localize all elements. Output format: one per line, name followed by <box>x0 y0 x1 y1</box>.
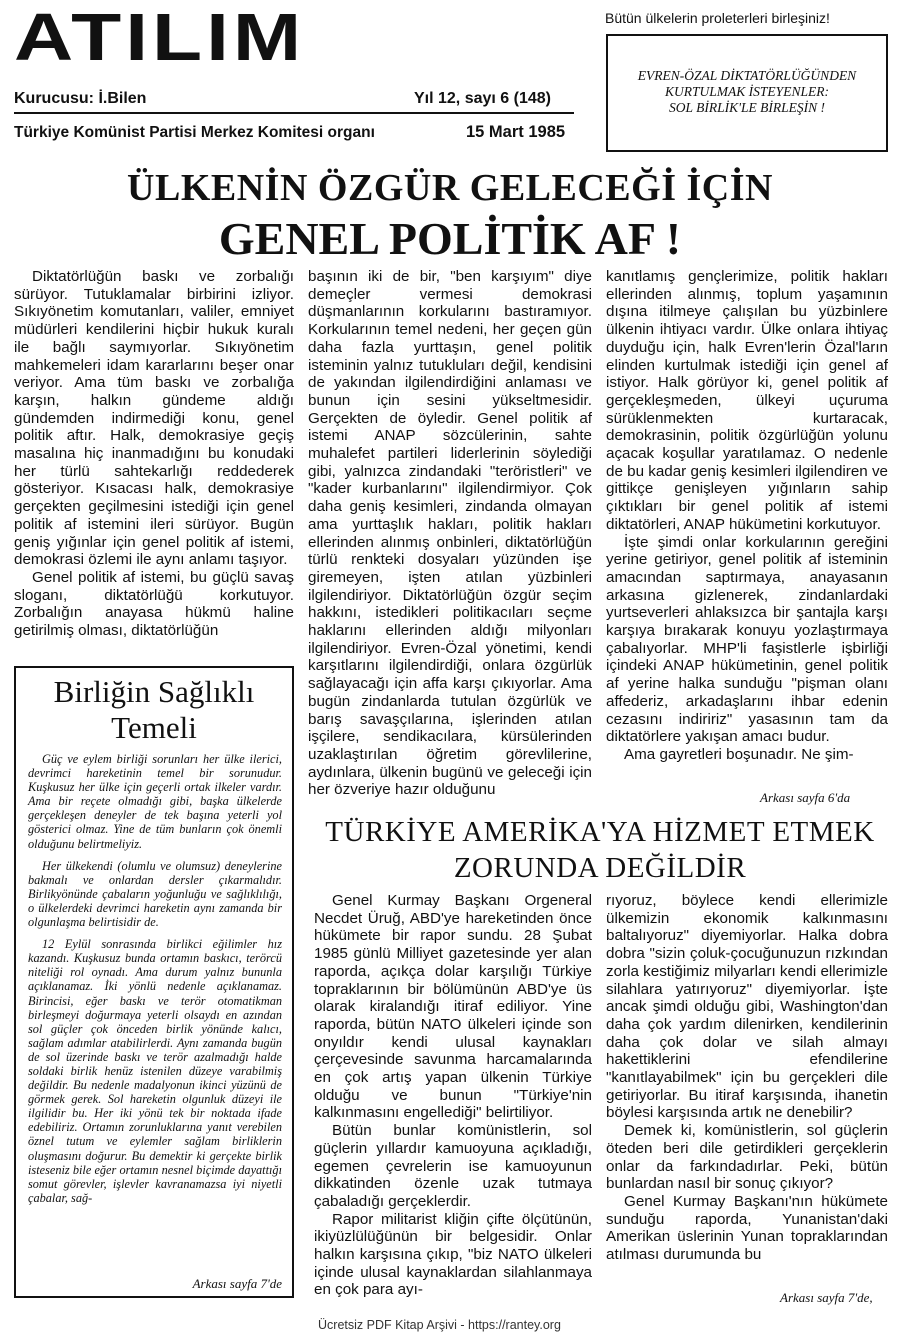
slogan-box-line: SOL BİRLİK'LE BİRLEŞİN ! <box>668 100 825 115</box>
newspaper-logo: ATILIM <box>14 0 306 75</box>
paragraph: rıyoruz, böylece kendi ellerimizle ülkemizin ekonomik kalkınmasını baltalıyoruz" diyemiyorlar. Halka dobra dobra "sizin çoluk-çocuğunuzun rızkından zorla kestiğimiz milyarları kendi ellerimizle silahlara yatırıyoruz" diyemiyorlar. İşte ancak şimdi olduğu gibi, Washington'dan daha çok yardım dilenirken, kendilerinin daha çok dolar ve silah almayı hakettiklerini efendilerine "kanıtlayabilmek" için bu gerçekleri dile getiriyorlar. Bu itiraf karşısında, ihanetin böylesi karşısında artık ne denebilir? <box>606 892 888 1122</box>
paragraph: başının iki de bir, "ben karşıyım" diye demeçler vermesi demokrasi düşmanlarının korkularını bastıramıyor. Korkularının temel nedeni, her geçen gün daha fazla yurttaşın, genel politik isteminin yalnız tutukluları değil, kendisini de yakından ilgilendirdiğini anlaması ve bunun için sesini yükseltmesidir. Gerçekten de öyledir. Genel politik af istemi ANAP sözcülerinin, sahte muhalefet partileri liderlerinin söylediği gibi, yalnızca zindandaki "teröristleri" ve "kader kurbanlarını" ilgilendirmiyor. Çok daha geniş kesimleri, zindanda olmayan ama yurttaşlık hakları, politik hakları ellerinden alınmış onbinleri, diktatörlüğün türlü renkteki dosyaları yüzünden işe giremeyen, işten atılan yüzbinleri ilgilendiriyor. Diktatörlüğün özgür seçim hakkını, istedikleri politikacıları seçme haklarını ellerinden aldığı milyonları ilgilendiriyor. Evren-Özal yönetimi, kendi karşıtlarını ilgilendirdiği, onlara özgürlük sağlayacağı için affa karşı çıkıyorlar. Ama bugün zindanlarda tutulan özgürlük ve barış savaşçılarına, işlerinden atılan işçilere, sendikacılara, kürsülerinden uzaklaştırılan öğretim görevlilerine, aydınlara, ülkenin bugünü ve geleceği için her özveriye hazır olduğunu <box>308 268 592 799</box>
slogan-box <box>606 34 888 152</box>
paragraph: 12 Eylül sonrasında birlikci eğilimler hız kazandı. Kuşkusuz bunda ortamın baskıcı, terörcü niteliği rol oynadı. Ama durum yalnız bununla açıklanamaz. İki yönlü nedenle açıklanamaz. Birincisi, eğer baskı ve terör otomatikman birleşmeyi doğurmaya yeterli olsaydı en azından sol güçler çok önceden birlik yönünde kalıcı, sağlam adımlar atabilirlerdi. Aynı zamanda bugün de sol üzerinde baskı ve terör azalmadığı halde soldaki birlik henüz istenilen düzeye varabilmiş değildir. Bu nedenle madalyonun ikinci yüzünü de görmek gerek. Sol hareketin olgunluk düzeyi ile ilgilidir bu. Her iki yönü tek bir noktada ifade edebiliriz. Ortamın zorunluklarına yanıt verebilen öznel tutum ve eylemler sağlam birliklerin oluşmasını doğurur. Bu demektir ki gerçekte birlik isteseniz bile eğer ortamın nesnel biçimde dayattığı somut görevler, işlevler kavranamazsa iyi niyetli çabalar, sağ- <box>28 937 282 1205</box>
paragraph: Her ülkekendi (olumlu ve olumsuz) deneylerine bakmalı ve onlardan dersler çıkarmalıdır. Birlikyönünde çabaların yoğunluğu ve sağlıklılığı, o ülkelerdeki devrimci hareketin aynı zamanda bir olgunlaşma belirtisidir de. <box>28 858 282 930</box>
main-article-col3 <box>606 268 888 764</box>
issue-date: 15 Mart 1985 <box>466 123 566 141</box>
paragraph: Genel Kurmay Başkanı'nın hükümete sunduğu raporda, Yunanistan'daki Amerikan üslerinin Yunan topraklarından atılması durumunda bu <box>606 1192 888 1264</box>
second-headline-line1: TÜRKİYE AMERİKA'YA HİZMET ETMEK <box>325 816 875 848</box>
paragraph: Demek ki, komünistlerin, sol güçlerin öteden beri dile getirdikleri gerçeklerin onlar da farkındadırlar. Peki, bütün bunlardan nasıl bir sonuç çıkıyor? <box>606 1122 888 1193</box>
slogan-box-line: KURTULMAK İSTEYENLER: <box>665 84 829 99</box>
second-article-col2 <box>606 892 888 1264</box>
sidebar-box <box>14 666 294 1298</box>
paragraph: Güç ve eylem birliği sorunları her ülke ilerici, devrimci hareketinin temel bir sorunudur. Kuşkusuz her ülke için geçerli ortak ilkeler vardır. Ama bir reçete olmadığı gibi, başka ülkelerde gerçekleşen deneyler de tek başına yeterli yol gösterici olmaz. Yine de tüm bunların çok önemli olduğunu belirtmeliyiz. <box>28 752 282 851</box>
paragraph: İşte şimdi onlar korkularının gereğini yerine getiriyor, genel politik af isteminin amacından saptırmaya, anayasanın arkasına gizlenerek, zindanlardaki yurtseverleri ahlaksızca bir şantajla karşı karşıya bırakarak konuyu yozlaştırmaya çabalıyorlar. MHP'li faşistlerle işbirliği içindeki ANAP hükümetinin, genel politik af yerine halka sunduğu "pişman olanı affederiz, arkadaşlarını ihbar edenin cezasını indiririz" yasasının tam da diktatörlere yakışan amacı budur. <box>606 533 888 746</box>
paragraph: Ama gayretleri boşunadır. Ne şim- <box>624 745 854 763</box>
paragraph: kanıtlamış gençlerimize, politik hakları ellerinden alınmış, toplum yaşamının dışına itilmeye çalışılan bu yüzbinlere ülkenin ihtiyacı vardır. Ülke onlara ihtiyaç duyduğu için, halk Evren'lerin Özal'ların elinden kurtulmak istediği için genel af istiyor. Halk görüyor ki, genel politik af gerçekleşmeden, ülkeyi uçuruma sürüklenmekten kurtaracak, demokrasinin, politik özgürlüğün yolunu açacak koşullar yaratılamaz. O nedenle de bu kadar geniş kesimleri ilgilendiren ve gittikçe genişleyen yığınların sahip çıktıkları bir genel politik af istemi diktatörleri, ANAP hükümetini korkutuyor. <box>606 268 888 533</box>
sidebar-title-line1: Birliğin Sağlıklı <box>53 674 255 709</box>
second-article-col1 <box>314 892 592 1299</box>
organ-line: Türkiye Komünist Partisi Merkez Komitesi organı <box>14 124 375 141</box>
masthead-divider <box>14 112 574 114</box>
footer-watermark: Ücretsiz PDF Kitap Arşivi - https://rantey.org <box>318 1318 561 1332</box>
main-article-col2 <box>308 268 592 799</box>
sidebar-title <box>16 674 292 746</box>
main-headline-line2: GENEL POLİTİK AF ! <box>218 213 682 264</box>
continued-note: Arkası sayfa 7'de, <box>780 1290 873 1305</box>
second-headline-line2: ZORUNDA DEĞİLDİR <box>453 852 747 884</box>
continued-note: Arkası sayfa 6'da <box>760 790 851 805</box>
continued-note: Arkası sayfa 7'de <box>192 1276 282 1291</box>
paragraph: Bütün bunlar komünistlerin, sol güçlerin yıllardır kamuoyuna açıkladığı, egemen çevrelerin ise kamuoyunun dikkatinden özenle uzak tutmaya çabaladığı gerçeklerdir. <box>314 1122 592 1210</box>
main-article-col1 <box>14 268 294 640</box>
sidebar-body <box>16 746 292 1205</box>
paragraph: Genel politik af istemi, bu güçlü savaş sloganı, diktatörlüğü korkutuyor. Zorbalığın anayasa hükmü haline getirilmiş olması, diktatörlüğün <box>14 568 294 640</box>
sidebar-title-line2: Temeli <box>111 710 197 745</box>
slogan-box-line: EVREN-ÖZAL DİKTATÖRLÜĞÜNDEN <box>637 68 857 83</box>
slogan: Bütün ülkelerin proleterleri birleşiniz! <box>605 10 830 26</box>
masthead <box>14 2 574 142</box>
paragraph: Diktatörlüğün baskı ve zorbalığı sürüyor. Tutuklamalar birbirini izliyor. Sıkıyönetim komutanları, valiler, emniyet müdürleri kendilerini hiçbir hukuk kuralı ile bağlı saymıyorlar. Sıkıyönetim mahkemeleri idam kararlarını beşer onar veriyor. Ama tüm baskı ve zorbalığa karşın, halkın gündeme aldığı gündemden indirmediği konu, genel politik aftır. Halk, demokrasiye geçiş masalına hiç inanmadığını bu konudaki her türlü sahtekarlığı reddederek gösteriyor. Kısacası halk, demokrasiye gerçekten geçilmesini istediği için genel politik af istemini ileri sürüyor. Bugün geniş yığınlar için genel politik af istemi, demokrasi özlemi ile aynı anlamı taşıyor. <box>14 268 294 569</box>
issue-number: Yıl 12, sayı 6 (148) <box>414 90 551 107</box>
paragraph: Genel Kurmay Başkanı Orgeneral Necdet Üruğ, ABD'ye hareketinden önce hükümete bir rapor sundu. 28 Şubat 1985 günlü Milliyet gazetesinde yer alan raporda, açıkça dolar karşılığı Türkiye topraklarının bir bölümünün ABD'ye üs olarak kiralandığı itiraf ediliyor. Yine raporda, bütün NATO ülkeleri içinde son onyıldır kendi ulusal kaynakları çerçevesinde savunma harcamalarında en çok artış yapan ülkenin Türkiye olduğu ve bunun "Türkiye'nin kalkınmasını engellediği" belirtiliyor. <box>314 892 592 1122</box>
main-headline-line1: ÜLKENİN ÖZGÜR GELECEĞİ İÇİN <box>127 167 773 209</box>
paragraph: Rapor militarist kliğin çifte ölçütünün, ikiyüzlülüğünün bir belgesidir. Onlar halkın karşısına çıkıp, "biz NATO ülkeleri içinde ulusal kaynaklardan silahlanmaya en çok para ayı- <box>314 1210 592 1299</box>
founder-line: Kurucusu: İ.Bilen <box>14 90 147 107</box>
